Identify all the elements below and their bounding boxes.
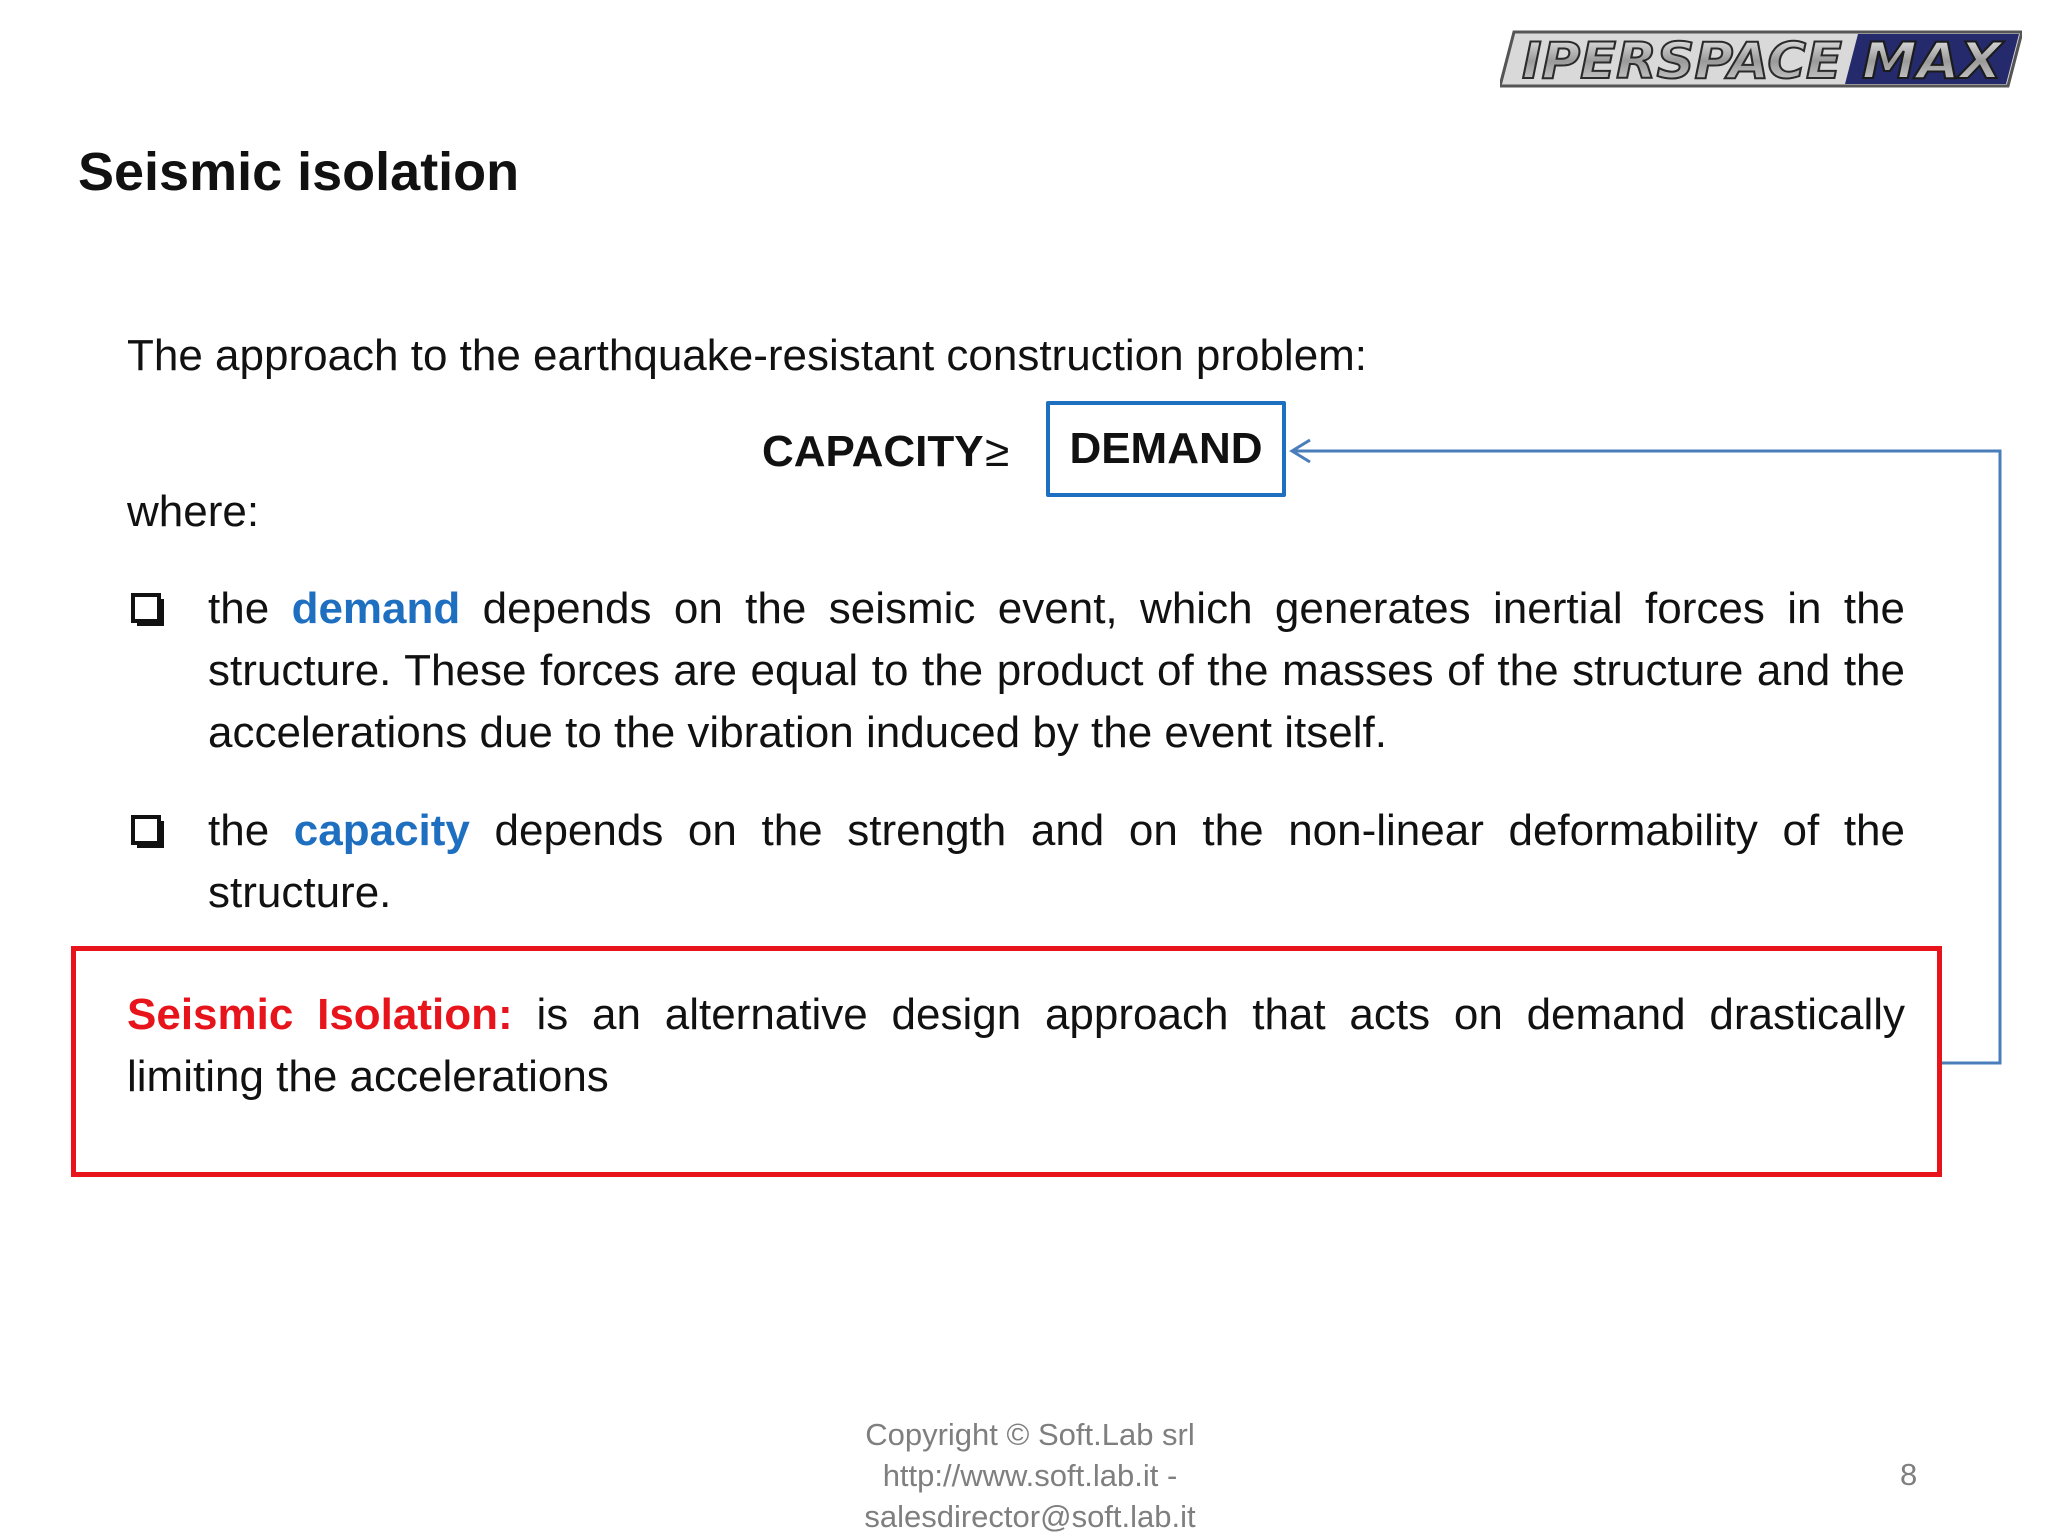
logo-word-iperspace: IPERSPACE <box>1522 32 1842 90</box>
logo-word-max: MAX <box>1862 32 2005 90</box>
bullet-demand <box>208 578 1905 764</box>
bullet-body: depends on the strength and on the non-linear deformability of the structure. <box>208 806 1905 917</box>
formula-operator: ≥ <box>985 427 1010 476</box>
formula-capacity: CAPACITY <box>762 427 984 476</box>
isolation-definition <box>127 984 1905 1108</box>
bullet-prefix: the <box>208 806 294 855</box>
isolation-body: is an alternative design approach that acts on demand drastically limiting the accelerations <box>127 990 1905 1101</box>
demand-box <box>1046 401 1286 497</box>
checkbox-bullet-icon <box>130 814 166 850</box>
formula-demand: DEMAND <box>1069 424 1263 473</box>
iperspace-max-logo <box>1500 28 2022 90</box>
footer-copyright <box>780 1414 1280 1537</box>
slide-title: Seismic isolation <box>78 142 520 202</box>
bullet-capacity <box>208 800 1905 924</box>
page-number: 8 <box>1900 1457 1918 1492</box>
bullet-prefix: the <box>208 584 292 633</box>
checkbox-bullet-icon <box>130 592 166 628</box>
footer-line-email: salesdirector@soft.lab.it <box>864 1499 1196 1534</box>
isolation-label: Seismic Isolation: <box>127 990 513 1039</box>
keyword-demand: demand <box>291 584 461 633</box>
where-label: where: <box>127 487 260 536</box>
keyword-capacity: capacity <box>293 806 470 855</box>
bullet-body: depends on the seismic event, which generates inertial forces in the structure. These forces are equal to the product of the masses of the structure and the accelerations due to the vibration induced by the event itself. <box>208 584 1906 757</box>
intro-text: The approach to the earthquake-resistant construction problem: <box>127 331 1368 380</box>
footer-line-copyright: Copyright © Soft.Lab srl <box>865 1417 1195 1452</box>
footer-line-website: http://www.soft.lab.it - <box>882 1458 1178 1493</box>
